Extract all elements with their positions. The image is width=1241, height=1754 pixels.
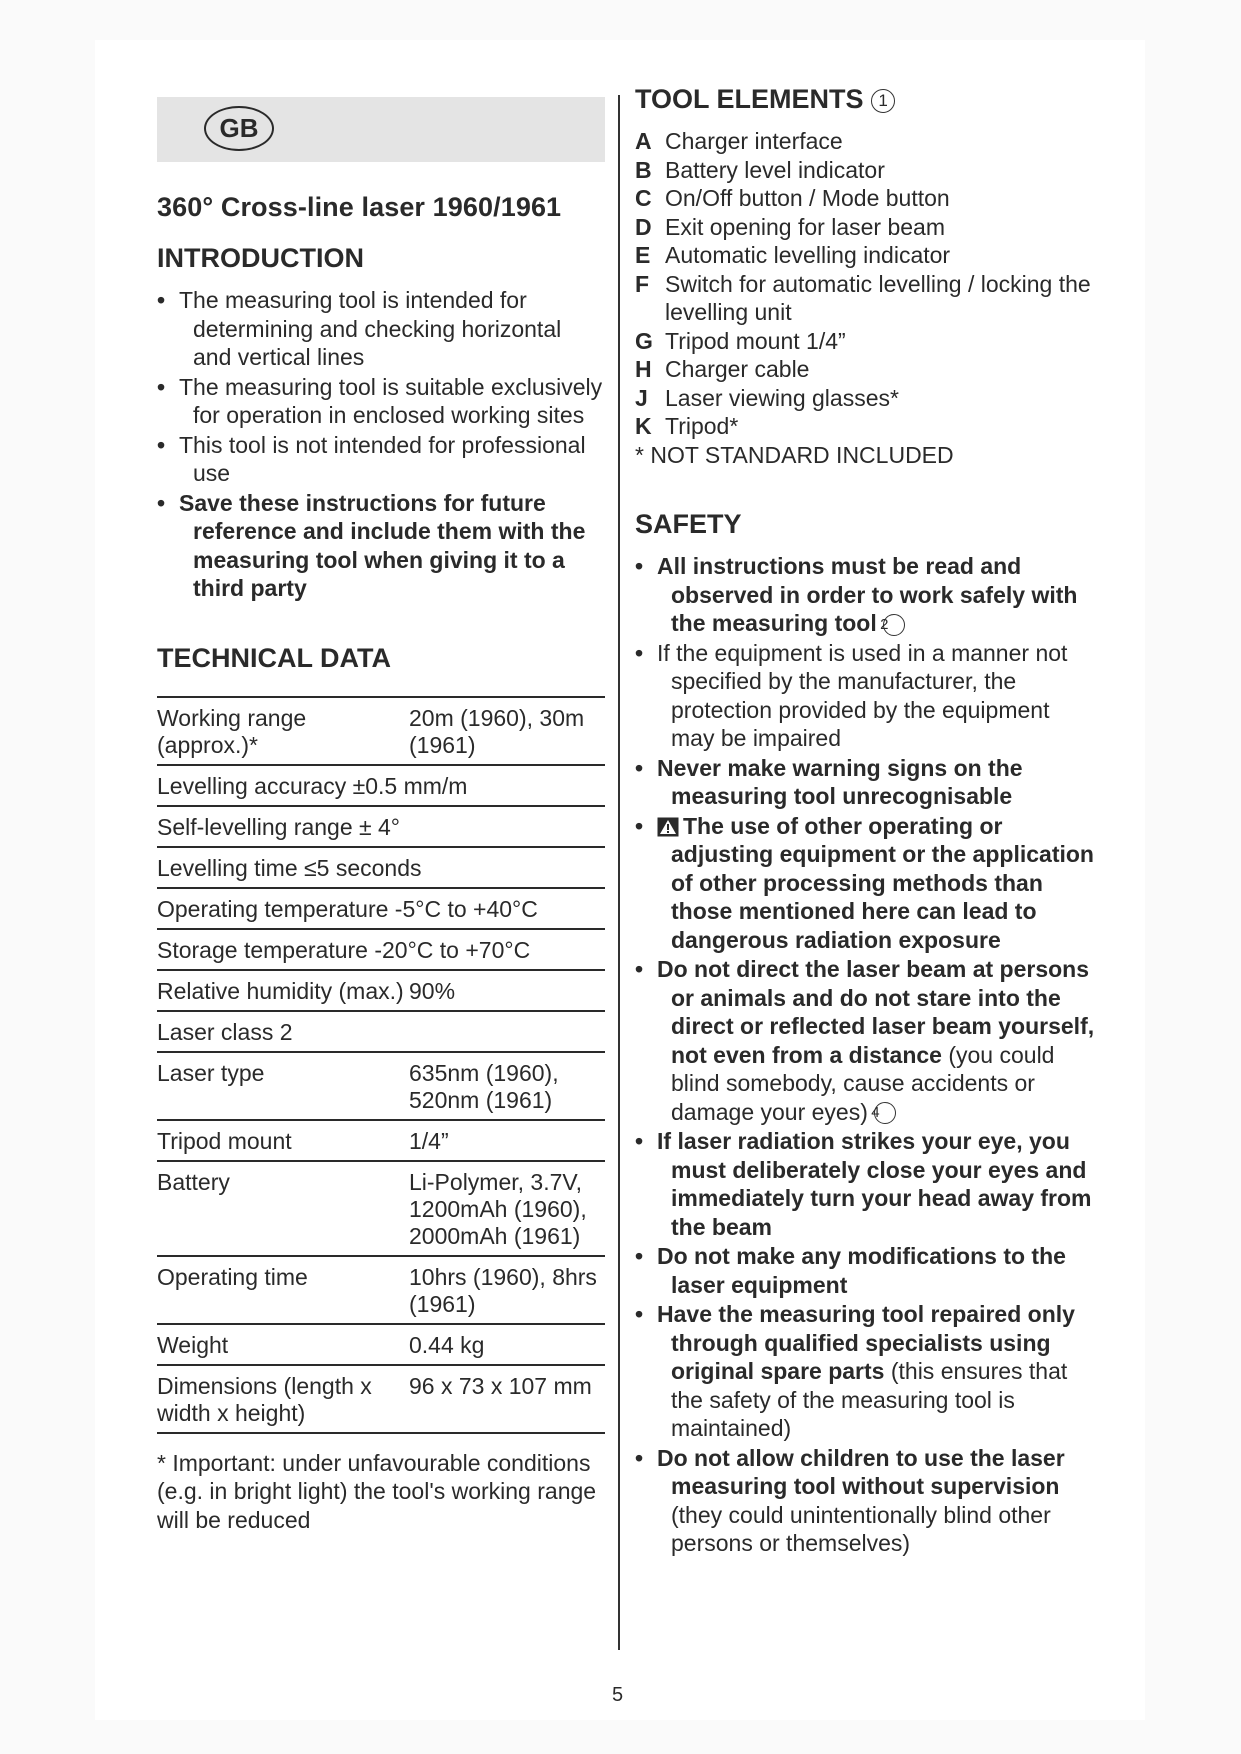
- tool-elements-list: [635, 127, 1095, 441]
- element-text: Tripod mount 1/4”: [665, 327, 846, 354]
- spec-label: Dimensions (length x width x height): [157, 1365, 409, 1433]
- safety-bold-text: Do not make any modifications to the laser equipment: [657, 1243, 1066, 1298]
- safety-bold-text: Never make warning signs on the measuring tool unrecognisable: [657, 754, 1023, 809]
- safety-heading: SAFETY: [635, 509, 742, 539]
- list-item: [635, 1444, 1095, 1558]
- list-item: [635, 270, 1095, 327]
- element-letter: E: [635, 242, 651, 268]
- safety-bold-text: The use of other operating or adjusting equipment or the application of other processing methods than those mentioned here can lead to dangerous radiation exposure: [671, 812, 1094, 953]
- list-item: [635, 156, 1095, 185]
- technical-footnote: * Important: under unfavourable conditions (e.g. in bright light) the tool's working range will be reduced: [157, 1449, 597, 1533]
- tool-elements-title: TOOL ELEMENTS: [635, 84, 864, 114]
- element-letter: C: [635, 185, 652, 211]
- element-text: Charger cable: [665, 356, 810, 382]
- element-letter: H: [635, 356, 652, 382]
- table-row: [157, 1052, 605, 1120]
- element-letter: K: [635, 413, 652, 439]
- spec-label: Weight: [157, 1324, 409, 1365]
- list-item: [635, 754, 1095, 811]
- spec-label: Laser type: [157, 1052, 409, 1120]
- spec-label: Levelling accuracy ±0.5 mm/m: [157, 765, 605, 806]
- safety-normal-text: (this ensures that the safety of the measuring tool is maintained): [671, 1358, 1068, 1441]
- element-letter: G: [635, 327, 653, 354]
- list-item: [635, 552, 1095, 638]
- element-text: Switch for automatic levelling / locking the levelling unit: [665, 270, 1091, 325]
- safety-normal-text: If the equipment is used in a manner not specified by the manufacturer, the protection provided by the equipment may be impaired: [657, 639, 1068, 751]
- list-item: [635, 1242, 1095, 1299]
- element-letter: J: [635, 384, 648, 411]
- laser-warning-icon: [657, 817, 679, 837]
- page-number: 5: [612, 1684, 624, 1706]
- right-column: [635, 84, 1095, 1559]
- table-row: [157, 970, 605, 1011]
- country-badge: GB: [204, 106, 274, 151]
- technical-data-table: [157, 696, 605, 1434]
- spec-label: Tripod mount: [157, 1120, 409, 1161]
- spec-value: 635nm (1960), 520nm (1961): [409, 1052, 605, 1120]
- spec-label: Self-levelling range ± 4°: [157, 806, 605, 847]
- left-column: [157, 97, 605, 1534]
- table-row: [157, 1365, 605, 1433]
- spec-label: Operating temperature -5°C to +40°C: [157, 888, 605, 929]
- spec-label: Relative humidity (max.): [157, 970, 409, 1011]
- spec-value: 1/4”: [409, 1120, 605, 1161]
- figure-ref-1: 1: [871, 89, 895, 113]
- list-item: [635, 412, 1095, 441]
- table-row: [157, 1324, 605, 1365]
- element-text: Automatic levelling indicator: [665, 242, 951, 268]
- list-item: • Save these instructions for future reference and include them with the measuring tool when giving it to a third party: [157, 489, 605, 603]
- not-included-note: * NOT STANDARD INCLUDED: [635, 441, 954, 468]
- figure-ref: 4: [874, 1102, 896, 1124]
- spec-value: 90%: [409, 970, 605, 1011]
- table-row: [157, 888, 605, 929]
- safety-bold-text: All instructions must be read and observed in order to work safely with the measuring tool: [657, 553, 1078, 636]
- introduction-list: [157, 286, 605, 603]
- safety-bold-text: Have the measuring tool repaired only through qualified specialists using original spare parts: [657, 1301, 1075, 1384]
- spec-value: Li-Polymer, 3.7V, 1200mAh (1960), 2000mAh (1961): [409, 1161, 605, 1256]
- list-item: • The measuring tool is suitable exclusively for operation in enclosed working sites: [157, 373, 605, 430]
- spec-value: 20m (1960), 30m (1961): [409, 697, 605, 765]
- element-letter: D: [635, 213, 652, 240]
- list-item: [635, 127, 1095, 156]
- element-letter: F: [635, 270, 650, 297]
- list-item: • The measuring tool is intended for determining and checking horizontal and vertical lines: [157, 286, 605, 372]
- list-item: [635, 1300, 1095, 1443]
- safety-normal-text: (you could blind somebody, cause accidents or damage your eyes): [671, 1041, 1055, 1125]
- spec-label: Laser class 2: [157, 1011, 605, 1052]
- table-row: [157, 847, 605, 888]
- figure-ref: 2: [883, 614, 905, 636]
- spec-label: Battery: [157, 1161, 409, 1256]
- list-item: • This tool is not intended for professional use: [157, 431, 605, 488]
- list-item: [635, 213, 1095, 242]
- safety-list: [635, 552, 1095, 1558]
- table-row: [157, 697, 605, 765]
- list-item: [635, 1127, 1095, 1241]
- spec-label: Levelling time ≤5 seconds: [157, 847, 605, 888]
- element-text: Exit opening for laser beam: [665, 213, 945, 240]
- table-row: [157, 1256, 605, 1324]
- spec-label: Operating time: [157, 1256, 409, 1324]
- spec-value: 0.44 kg: [409, 1324, 605, 1365]
- safety-bold-text: Do not allow children to use the laser measuring tool without supervision: [657, 1444, 1065, 1499]
- document-title: 360° Cross-line laser 1960/1961: [157, 192, 562, 222]
- table-row: [157, 1011, 605, 1052]
- list-item: [635, 241, 1095, 270]
- list-item: [635, 355, 1095, 384]
- country-banner: [157, 97, 605, 162]
- technical-data-heading: TECHNICAL DATA: [157, 642, 391, 673]
- list-item: [635, 327, 1095, 356]
- list-item: [635, 639, 1095, 753]
- introduction-heading: INTRODUCTION: [157, 243, 364, 273]
- element-text: Tripod*: [665, 413, 739, 439]
- element-text: On/Off button / Mode button: [665, 185, 950, 211]
- table-row: [157, 1120, 605, 1161]
- safety-normal-text: (they could unintentionally blind other persons or themselves): [671, 1501, 1051, 1556]
- element-letter: A: [635, 128, 652, 154]
- tool-elements-heading: [635, 84, 1095, 115]
- spec-value: 10hrs (1960), 8hrs (1961): [409, 1256, 605, 1324]
- list-item: [635, 184, 1095, 213]
- spec-label: Working range (approx.)*: [157, 697, 409, 765]
- list-item: [635, 955, 1095, 1126]
- table-row: [157, 806, 605, 847]
- element-letter: B: [635, 156, 652, 183]
- safety-bold-text: Do not direct the laser beam at persons or animals and do not stare into the direct or reflected laser beam yourself, not even from a distance: [657, 956, 1095, 1068]
- column-divider: [618, 95, 620, 1650]
- table-row: [157, 1161, 605, 1256]
- element-text: Laser viewing glasses*: [665, 384, 899, 411]
- table-row: [157, 929, 605, 970]
- safety-bold-text: If laser radiation strikes your eye, you must deliberately close your eyes and immediately turn your head away from the beam: [657, 1128, 1092, 1240]
- spec-value: 96 x 73 x 107 mm: [409, 1365, 605, 1433]
- list-item: [635, 384, 1095, 413]
- table-row: [157, 765, 605, 806]
- spec-label: Storage temperature -20°C to +70°C: [157, 929, 605, 970]
- element-text: Battery level indicator: [665, 156, 885, 183]
- list-item: [635, 812, 1095, 955]
- element-text: Charger interface: [665, 128, 843, 154]
